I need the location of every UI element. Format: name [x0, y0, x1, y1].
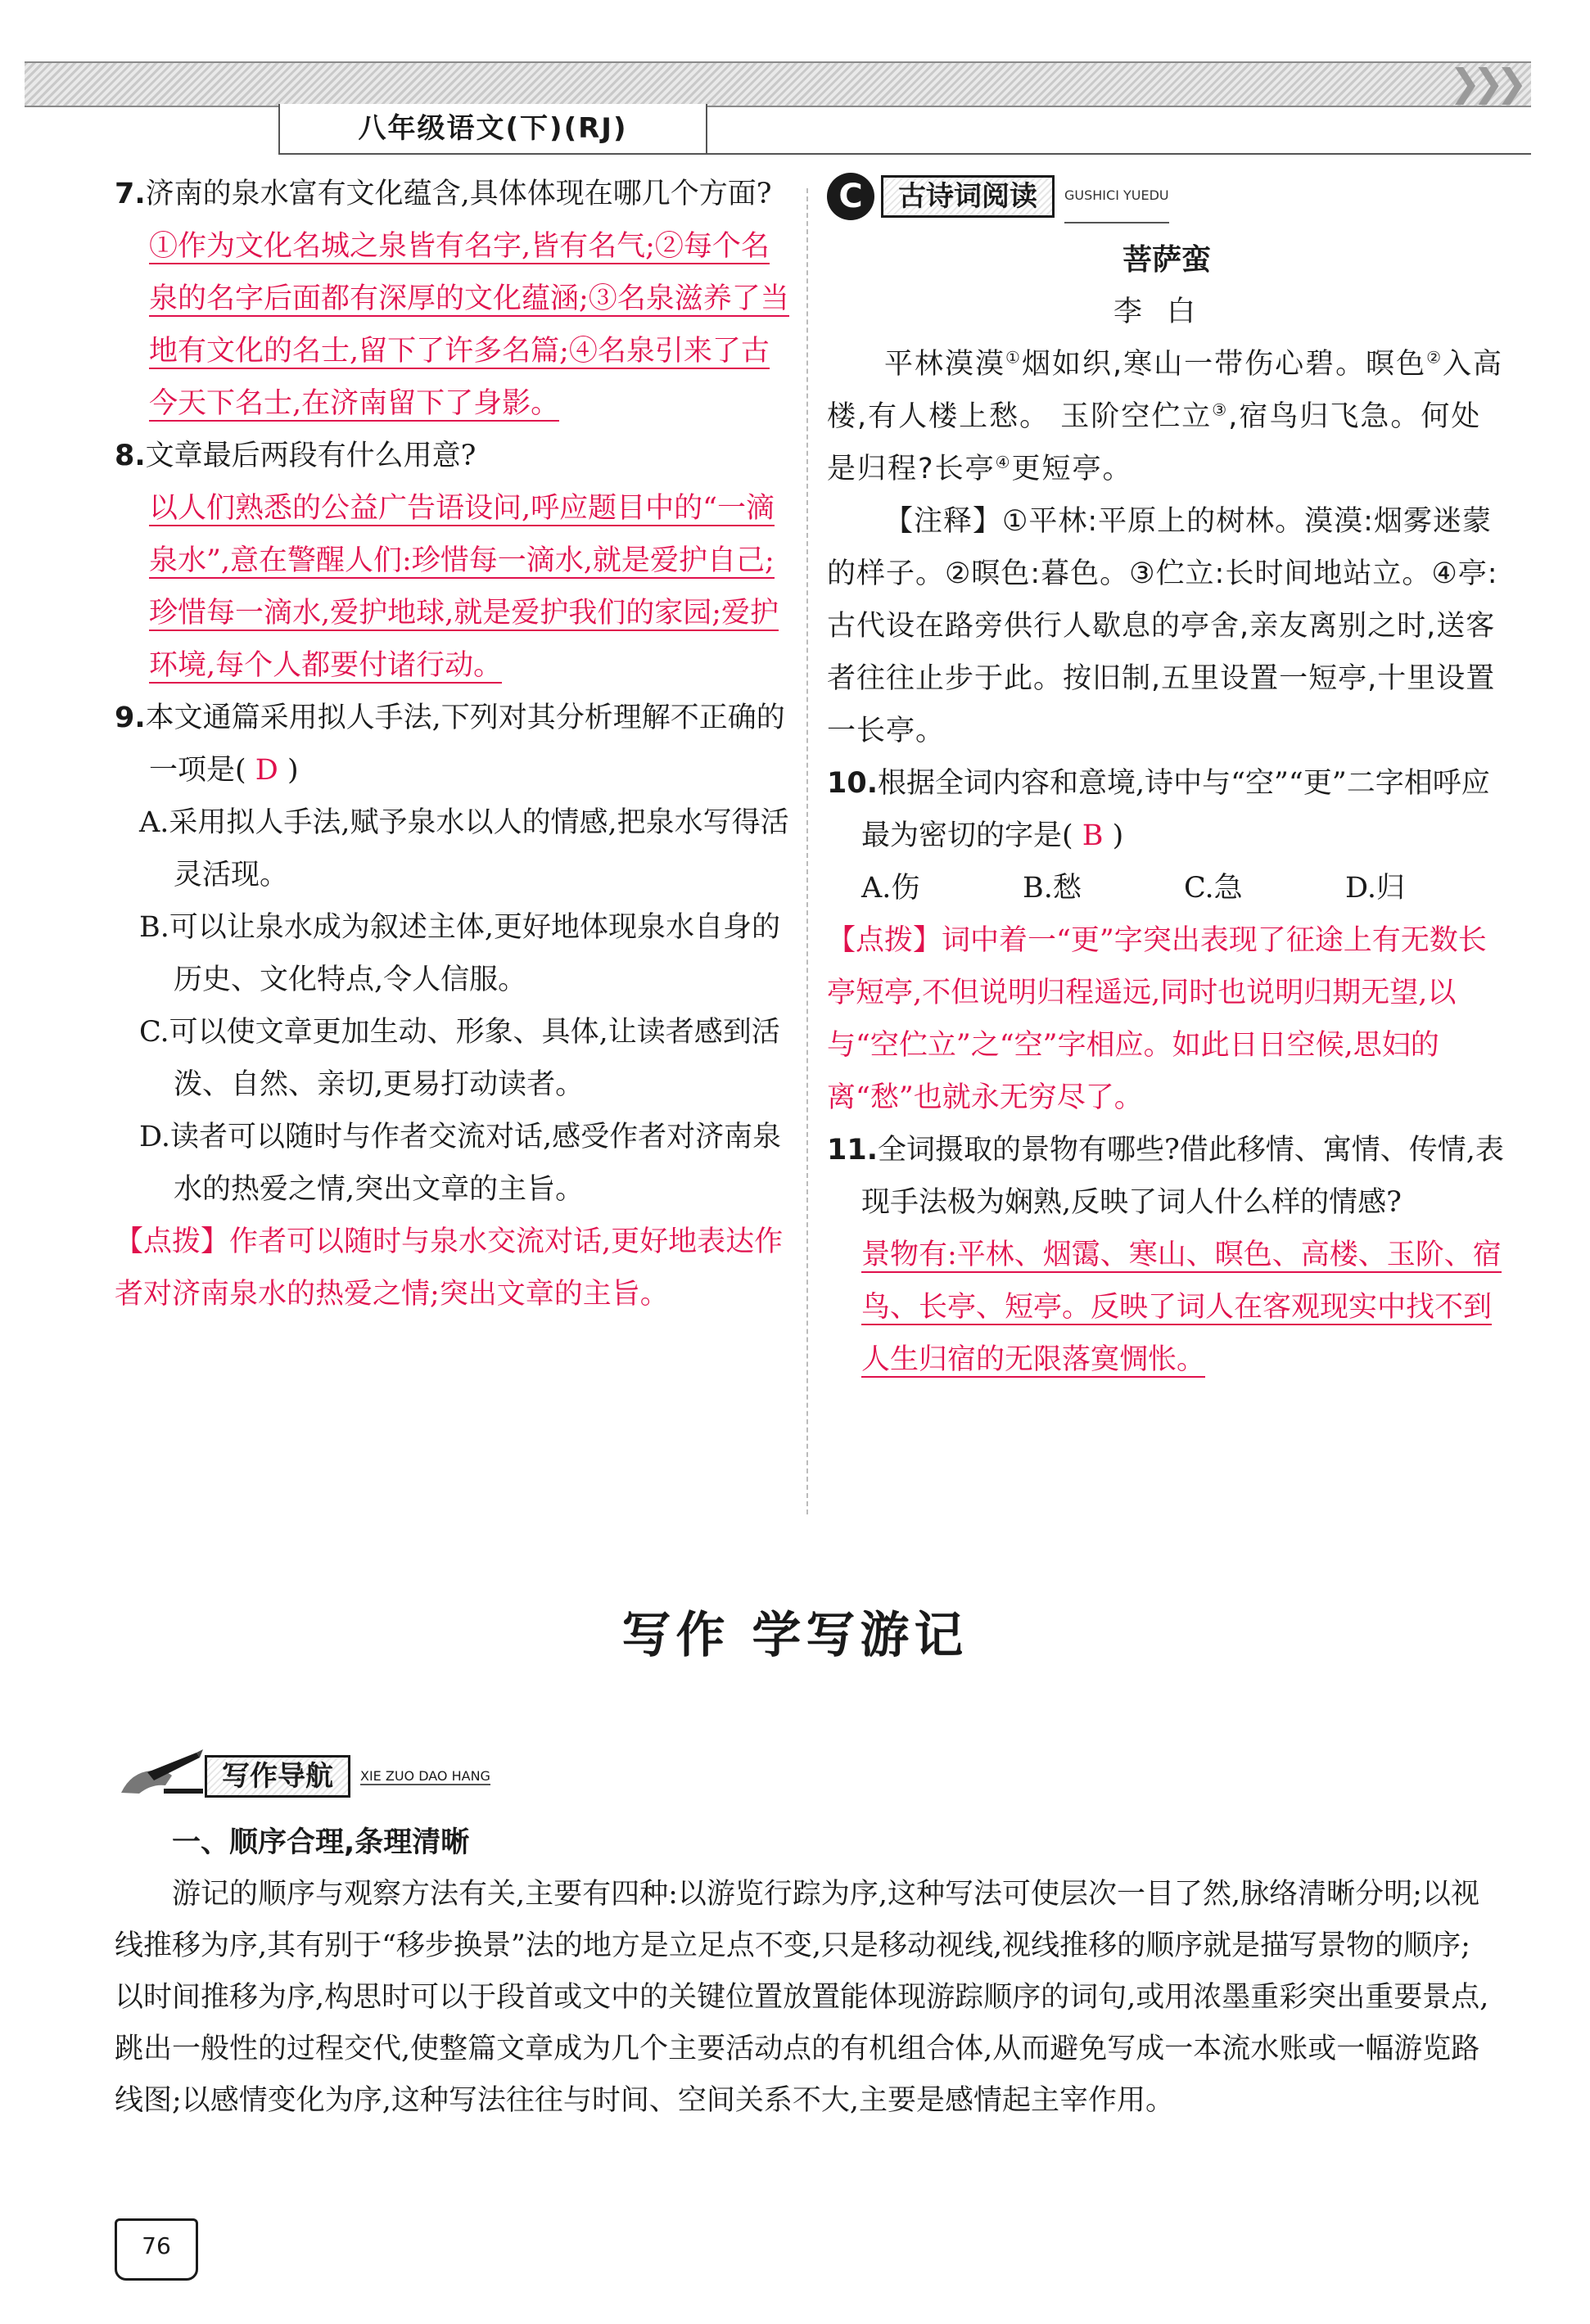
header-title: 八年级语文(下)(RJ): [278, 104, 707, 155]
header-band: [25, 61, 1531, 107]
writing-title: 写作 学写游记: [621, 1607, 969, 1664]
option-10d: D.归: [1345, 872, 1405, 905]
writing-banner: [115, 1748, 490, 1805]
pen-hand-icon: [115, 1748, 205, 1805]
section-title: 古诗词阅读: [881, 175, 1055, 218]
option-9d: D.读者可以随时与作者交流对话,感受作者对济南泉水的热爱之情,突出文章的主旨。: [139, 1121, 782, 1206]
writing-subhead: 一、顺序合理,条理清晰: [172, 1826, 470, 1859]
question-9: 9.本文通篇采用拟人手法,下列对其分析理解不正确的一项是( D ): [115, 702, 785, 787]
tip-10: 【点拨】词中着一“更”字突出表现了征途上有无数长亭短亭,不但说明归程遥远,同时也说明归期无望,以与“空伫立”之“空”字相应。如此日日空候,思妇的离“愁”也就永无穷尽了。: [827, 924, 1487, 1114]
writing-banner-pinyin: XIE ZUO DAO HANG: [360, 1767, 490, 1784]
section-pinyin: GUSHICI YUEDU: [1064, 169, 1169, 223]
question-7: 7.济南的泉水富有文化蕴含,具体体现在哪几个方面?: [115, 178, 772, 210]
section-letter-badge: C: [827, 173, 874, 220]
section-banner: [827, 168, 1506, 225]
question-11: 11.全词摄取的景物有哪些?借此移情、寓情、传情,表现手法极为娴熟,反映了词人什么样的情感?: [827, 1134, 1504, 1219]
question-8: 8.文章最后两段有什么用意?: [115, 440, 477, 472]
option-9a: A.采用拟人手法,赋予泉水以人的情感,把泉水写得活灵活现。: [139, 806, 789, 891]
right-column: [827, 168, 1506, 1386]
question-10: 10.根据全词内容和意境,诗中与“空”“更”二字相呼应最为密切的字是( B ): [827, 767, 1490, 852]
poem-text: 平林漠漠①烟如织,寒山一带伤心碧。暝色②入高楼,有人楼上愁。 玉阶空伫立③,宿鸟归飞急。何处是归程?长亭④更短亭。: [827, 347, 1504, 485]
option-10b: B.愁: [1023, 872, 1082, 905]
answer-7: ①作为文化名城之泉皆有名字,皆有名气;②每个名泉的名字后面都有深厚的文化蕴涵;③名泉滋养了当地有文化的名士,留下了许多名篇;④名泉引来了古今天下名士,在济南留下了身影。: [149, 230, 789, 420]
poem-notes: 【注释】①平林:平原上的树林。漠漠:烟雾迷蒙的样子。②暝色:暮色。③伫立:长时间地站立。④亭:古代设在路旁供行人歇息的亭舍,亲友离别之时,送客者往往止步于此。按旧制,五里设置一短亭,十里设置一长亭。: [827, 505, 1498, 747]
option-9b: B.可以让泉水成为叙述主体,更好地体现泉水自身的历史、文化特点,令人信服。: [139, 911, 780, 996]
column-divider: [806, 188, 808, 1514]
header-rule: [704, 153, 1531, 155]
answer-8: 以人们熟悉的公益广告语设问,呼应题目中的“一滴泉水”,意在警醒人们:珍惜每一滴水,就是爱护自己;珍惜每一滴水,爱护地球,就是爱护我们的家园;爱护环境,每个人都要付诸行动。: [149, 492, 779, 682]
writing-paragraph: 游记的顺序与观察方法有关,主要有四种:以游览行踪为序,这种写法可使层次一目了然,脉络清晰分明;以视线推移为序,其有别于“移步换景”法的地方是立足点不变,只是移动视线,视线推移的顺序就是描写景物的顺序;以时间推移为序,构思时可以于段首或文中的关键位置放置能体现游踪顺序的词句,或用浓墨重彩突出重要景点,跳出一般性的过程交代,使整篇文章成为几个主要活动点的有机组合体,从而避免写成一本流水账或一幅游览路线图;以感情变化为序,这种写法往往与时间、空间关系不大,主要是感情起主宰作用。: [115, 1878, 1489, 2117]
tip-9: 【点拨】作者可以随时与泉水交流对话,更好地表达作者对济南泉水的热爱之情;突出文章的主旨。: [115, 1225, 784, 1311]
answer-11: 景物有:平林、烟霭、寒山、暝色、高楼、玉阶、宿鸟、长亭、短亭。反映了词人在客观现实中找不到人生归宿的无限落寞惆怅。: [861, 1239, 1502, 1376]
option-10c: C.急: [1184, 872, 1243, 905]
writing-banner-title: 写作导航: [205, 1755, 350, 1798]
answer-9: D: [255, 754, 278, 787]
answer-10: B: [1082, 819, 1104, 852]
chevron-right-icon: ❯❯❯: [1449, 61, 1520, 105]
left-column: [115, 168, 794, 1320]
page-number: 76: [115, 2218, 198, 2281]
poem-title: 菩萨蛮: [1122, 242, 1211, 277]
poem-author: 李白: [1113, 296, 1220, 328]
option-9c: C.可以使文章更加生动、形象、具体,让读者感到活泼、自然、亲切,更易打动读者。: [139, 1016, 780, 1101]
option-10a: A.伤: [861, 872, 920, 905]
writing-body: [115, 1817, 1498, 2127]
options-10: [861, 862, 1506, 914]
